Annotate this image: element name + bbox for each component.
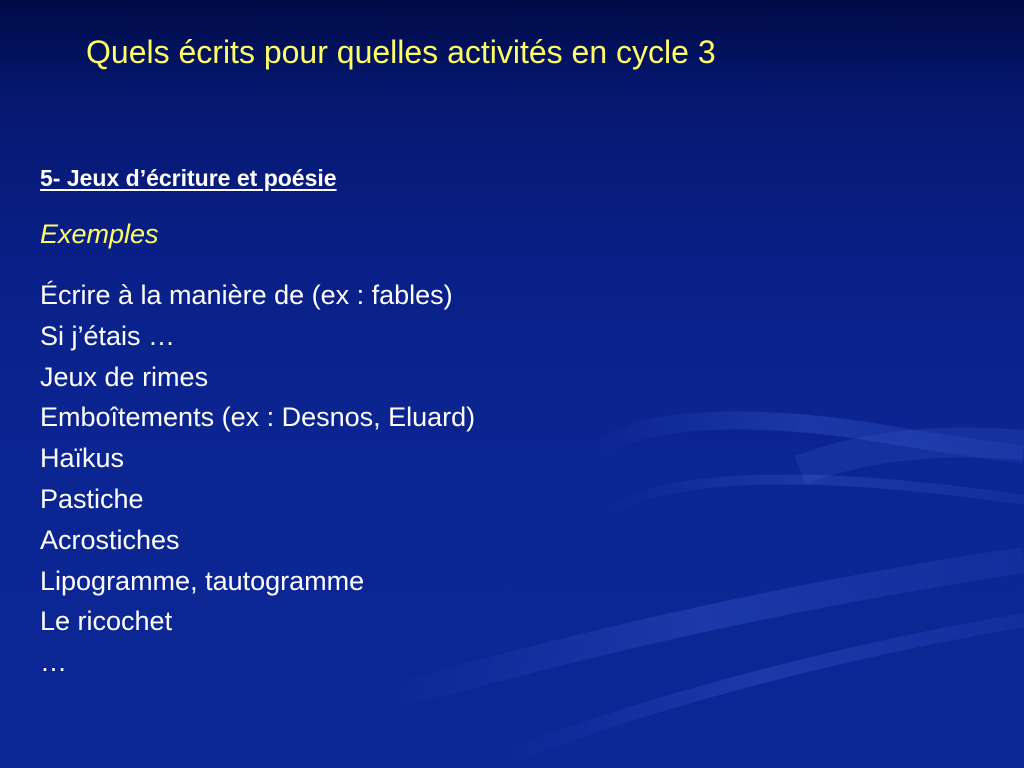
list-item: Lipogramme, tautogramme [40, 565, 365, 596]
slide-title: Quels écrits pour quelles activités en cycle 3 [86, 34, 716, 70]
list-item: … [40, 647, 67, 678]
list-item: Si j’étais … [40, 320, 176, 351]
list-item: Écrire à la manière de (ex : fables) [40, 280, 453, 310]
list-item: Acrostiches [40, 524, 180, 555]
section-heading: 5- Jeux d’écriture et poésie [40, 165, 337, 191]
list-item: Pastiche [40, 483, 144, 514]
examples-subtitle: Exemples [40, 219, 159, 249]
slide-content [40, 158, 940, 683]
list-item: Haïkus [40, 443, 125, 474]
examples-list [40, 275, 940, 683]
list-item: Le ricochet [40, 606, 173, 637]
list-item: Emboîtements (ex : Desnos, Eluard) [40, 402, 476, 433]
list-item: Jeux de rimes [40, 361, 209, 392]
